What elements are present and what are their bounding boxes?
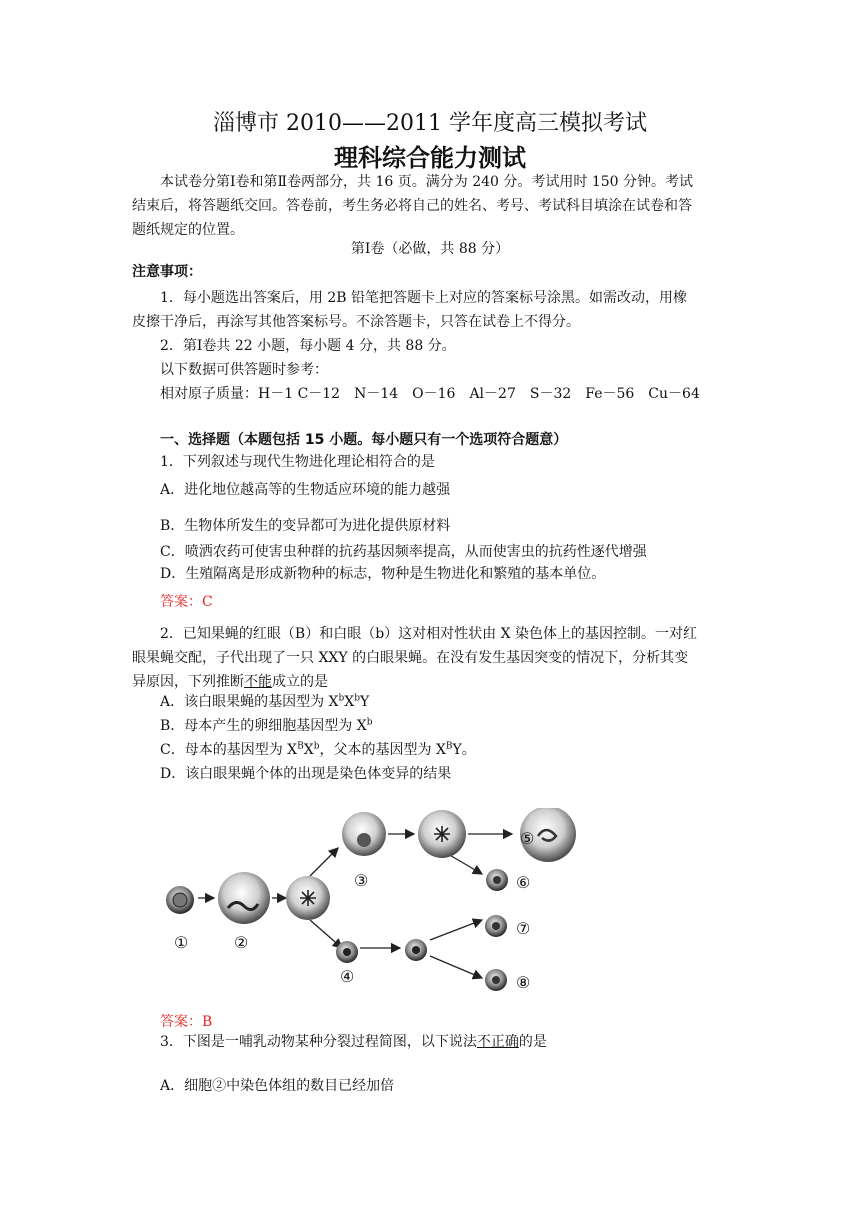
cell-3-next — [418, 810, 466, 858]
q1-option-d: D．生殖隔离是形成新物种的标志，物种是生物进化和繁殖的基本单位。 — [160, 566, 606, 582]
q3-stem-a: 3．下图是一哺乳动物某种分裂过程简图，以下说法 — [160, 1034, 477, 1050]
cell-2 — [218, 872, 270, 924]
q2-b-text: B．母本产生的卵细胞基因型为 X — [160, 718, 367, 734]
part1-heading: 一、选择题（本题包括 15 小题。每小题只有一个选项符合题意） — [160, 432, 568, 448]
note-1-line-2: 皮擦干净后，再涂写其他答案标号。不涂答题卡，只答在试卷上不得分。 — [132, 314, 580, 330]
cell-4-next — [405, 939, 427, 961]
q2-c-text-2: ，父本的基因型为 X — [319, 742, 446, 758]
label-6: ⑥ — [516, 873, 531, 892]
page-subtitle: 理科综合能力测试 — [334, 143, 526, 172]
intro-line-3: 题纸规定的位置。 — [132, 222, 244, 238]
intro-line-2: 结束后，将答题纸交回。答卷前，考生务必将自己的姓名、考号、考试科目填涂在试卷和答 — [132, 198, 692, 214]
q2-a-sup-2: b — [354, 693, 361, 704]
section-title: 第Ⅰ卷（必做，共 88 分） — [350, 241, 510, 257]
label-2: ② — [234, 933, 249, 952]
q3-stem — [160, 1032, 547, 1052]
intro-line-1: 本试卷分第Ⅰ卷和第Ⅱ卷两部分，共 16 页。满分为 240 分。考试用时 150 分钟。考试 — [160, 174, 694, 190]
q3-option-a: A．细胞②中染色体组的数目已经加倍 — [160, 1078, 395, 1094]
label-4: ⑤ — [520, 829, 535, 848]
q1-option-a: A．进化地位越高等的生物适应环境的能力越强 — [160, 482, 451, 498]
cell-8 — [485, 969, 507, 991]
q2-a-y: Y — [360, 694, 370, 710]
q2-option-b — [160, 716, 372, 736]
q2-b-sup-1: b — [366, 717, 373, 728]
page-title: 淄博市 2010——2011 学年度高三模拟考试 — [213, 111, 647, 136]
q2-a-x: X — [344, 694, 355, 710]
q2-line-3-text-a: 异原因，下列推断 — [132, 674, 244, 690]
q2-c-sup-1: B — [297, 741, 304, 752]
label-7: ⑦ — [516, 919, 531, 938]
label-5: ④ — [340, 967, 355, 986]
q2-option-d: D．该白眼果蝇个体的出现是染色体变异的结果 — [160, 766, 452, 782]
q2-answer: 答案：B — [160, 1014, 213, 1030]
q2-a-text: A．该白眼果蝇的基因型为 X — [160, 694, 339, 710]
notes-heading: 注意事项： — [132, 264, 202, 280]
q2-option-a — [160, 692, 369, 712]
q2-c-sup-2: b — [313, 741, 320, 752]
q1-option-b: B．生物体所发生的变异都可为进化提供原材料 — [160, 518, 451, 534]
cell-3-early — [286, 876, 330, 920]
q1-answer: 答案：C — [160, 594, 213, 610]
q2-c-y: Y。 — [452, 742, 476, 758]
q2-c-x: X — [303, 742, 314, 758]
q2-c-text: C．母本的基因型为 X — [160, 742, 298, 758]
cell-6 — [486, 869, 508, 891]
note-ref: 以下数据可供答题时参考： — [160, 362, 328, 378]
q3-stem-b: 的是 — [518, 1034, 547, 1050]
q3-emphasis-incorrect: 不正确 — [476, 1034, 519, 1050]
cell-4 — [336, 941, 358, 963]
q2-c-sup-3: B — [445, 741, 453, 752]
q2-line-1: 2．已知果蝇的红眼（B）和白眼（b）这对相对性状由 X 染色体上的基因控制。一对红 — [160, 626, 698, 642]
q1-option-c: C．喷洒农药可使害虫种群的抗药基因频率提高，从而使害虫的抗药性逐代增强 — [160, 544, 647, 560]
atomic-mass: 相对原子质量：H－1 C－12 N－14 O－16 Al－27 S－32 Fe－56 Cu－64 — [160, 386, 700, 402]
q2-option-c — [160, 740, 476, 760]
cell-3 — [342, 812, 386, 856]
q2-emphasis-cannot: 不能 — [244, 674, 272, 690]
q2-line-3 — [132, 672, 328, 692]
cell-1 — [166, 886, 194, 914]
label-1: ① — [174, 933, 189, 952]
cell-division-figure — [160, 808, 600, 998]
label-3: ③ — [354, 871, 369, 890]
q2-a-sup-1: b — [338, 693, 345, 704]
q1-stem: 1．下列叙述与现代生物进化理论相符合的是 — [160, 454, 435, 470]
note-1-line-1: 1．每小题选出答案后，用 2B 铅笔把答题卡上对应的答案标号涂黑。如需改动，用橡 — [160, 290, 688, 306]
label-8: ⑧ — [516, 973, 531, 992]
q2-line-3-text-b: 成立的是 — [272, 674, 328, 690]
cell-7 — [485, 915, 507, 937]
q2-line-2: 眼果蝇交配，子代出现了一只 XXY 的白眼果蝇。在没有发生基因突变的情况下，分析其变 — [132, 650, 689, 666]
note-2: 2．第Ⅰ卷共 22 小题，每小题 4 分，共 88 分。 — [160, 338, 456, 354]
